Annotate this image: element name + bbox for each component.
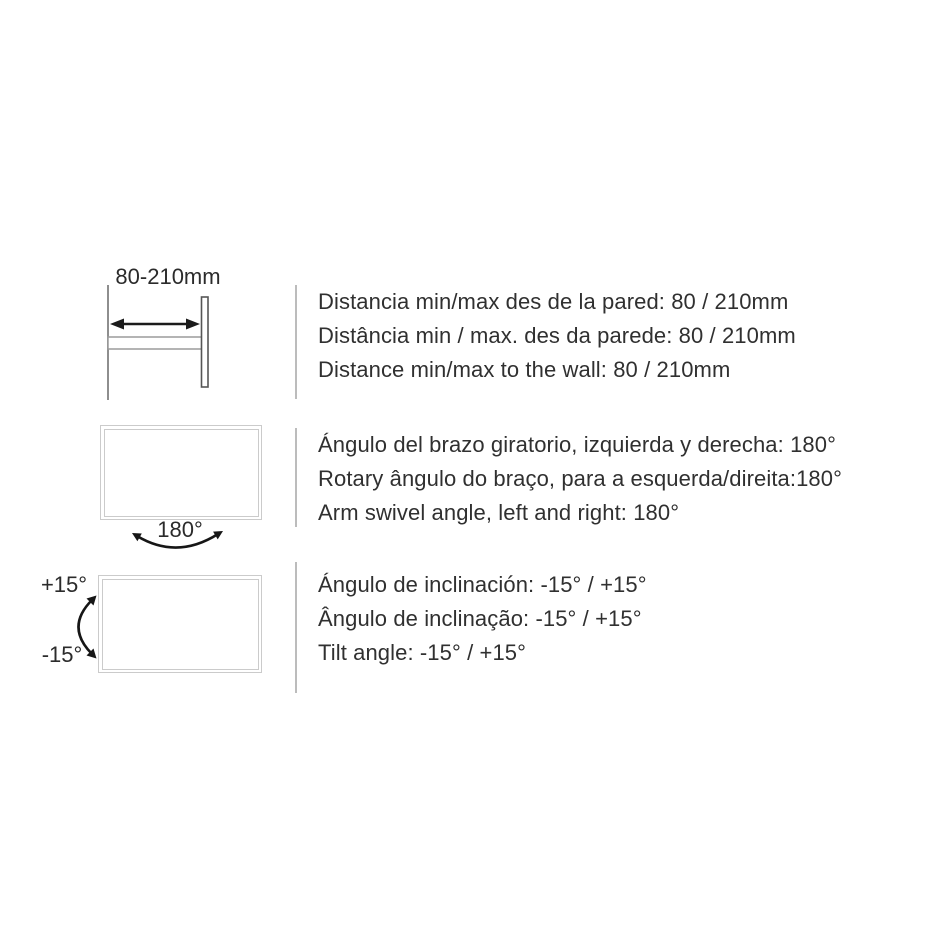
swivel-arc-arrow-icon: [130, 524, 226, 564]
wall-mount-side-diagram: [100, 280, 215, 405]
swivel-angle-text-block: [318, 428, 842, 529]
spec-line-en: Arm swivel angle, left and right: 180°: [318, 499, 680, 525]
divider: [295, 285, 297, 399]
tv-screen-swivel: [100, 425, 262, 520]
divider: [295, 562, 297, 693]
tv-bracket: [202, 297, 209, 387]
min-max-distance-arrow-icon: [110, 319, 200, 330]
spec-line-es: Ángulo del brazo giratorio, izquierda y derecha: 180°: [318, 432, 836, 457]
spec-line-pt: Rotary ângulo do braço, para a esquerda/direita:180°: [318, 465, 843, 491]
spec-line-es: Distancia min/max des de la pared: 80 / 210mm: [318, 289, 789, 314]
wall-distance-label: 80-210mm: [115, 264, 221, 289]
tv-screen-inner-frame: [104, 429, 259, 517]
tv-screen-inner-frame: [102, 579, 259, 670]
tilt-up-label: +15°: [40, 572, 88, 597]
spec-line-pt: Distância min / max. des da parede: 80 / 210mm: [318, 322, 796, 348]
mount-arm: [108, 337, 203, 349]
spec-line-es: Ángulo de inclinación: -15° / +15°: [318, 572, 647, 597]
spec-line-en: Distance min/max to the wall: 80 / 210mm: [318, 356, 731, 382]
spec-line-en: Tilt angle: -15° / +15°: [318, 639, 527, 665]
divider: [295, 428, 297, 527]
tilt-angle-text-block: [318, 568, 647, 669]
spec-line-pt: Ângulo de inclinação: -15° / +15°: [318, 605, 642, 631]
wall-distance-text-block: [318, 285, 796, 386]
tv-screen-tilt: [98, 575, 262, 673]
swivel-angle-label: 180°: [157, 517, 203, 542]
tilt-down-label: -15°: [41, 642, 83, 667]
